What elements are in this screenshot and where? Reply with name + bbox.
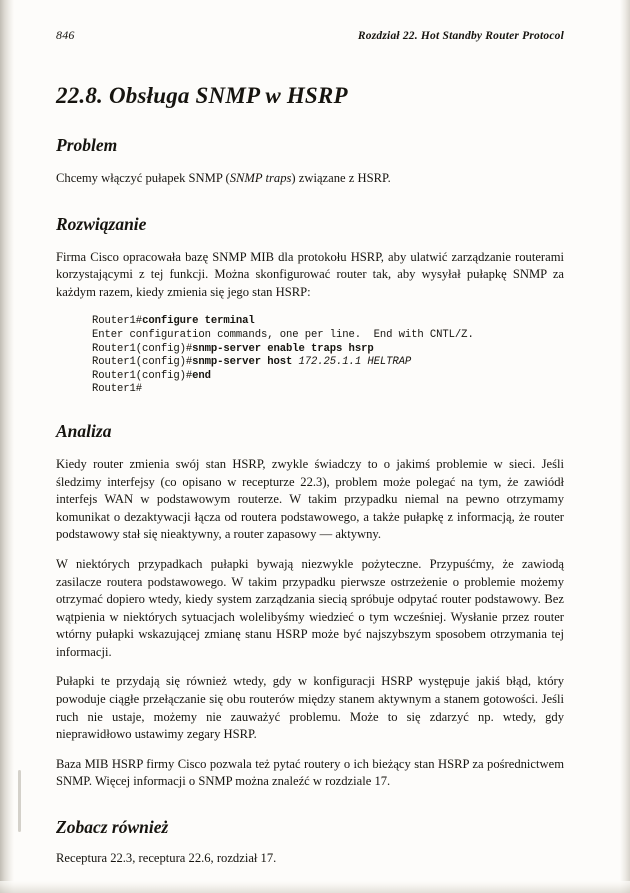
running-head: [56, 28, 564, 43]
code-line-3-prompt: Router1(config)#: [92, 342, 193, 355]
page-number: 846: [56, 28, 75, 42]
analysis-paragraph-3: Pułapki te przydają się również wtedy, gdy w konfiguracji HSRP występuje jakiś błąd, który powoduje ciągłe przełączanie się obu routerów między stanem aktywnym a stanem gotowości. Jeśli ruch nie ustaje, możemy nie zauważyć problemu. Może to się zdarzyć np. wtedy, gdy nieprawidłowo ustawimy zegary HSRP.: [56, 674, 564, 742]
code-line-1-command: configure terminal: [142, 315, 255, 328]
scan-artifact-mark: [18, 770, 21, 832]
code-line-4-prompt: Router1(config)#: [92, 356, 193, 369]
code-line-2-output: Enter configuration commands, one per line. End with CNTL/Z.: [92, 328, 474, 341]
problem-text-1: Chcemy włączyć pułapek SNMP (: [56, 171, 230, 185]
page-edge-shadow-left: [0, 0, 14, 893]
code-line-4-argument: 172.25.1.1 HELTRAP: [298, 356, 412, 369]
analysis-paragraph-2: W niektórych przypadkach pułapki bywają niezwykle pożyteczne. Przypuśćmy, że zawiodą zasilacze routera podstawowego. W takim przypadku pierwsze ostrzeżenie o problemie możemy otrzymać dopiero wtedy, kiedy system zarządzania siecią spróbuje odpytać router podstawowy. Bez wątpienia w niektórych sytuacjach wolelibyśmy wiedzieć o tym wcześniej. Wysłanie przez router wtórny pułapki wskazującej zmianę stanu HSRP może być najszybszym sposobem otrzymania tej informacji.: [56, 556, 564, 659]
page-edge-shadow-right: [620, 0, 630, 893]
heading-see-also: Zobacz również: [56, 817, 169, 838]
analysis-paragraph-4: Baza MIB HSRP firmy Cisco pozwala też pytać routery o ich bieżący stan HSRP za pośrednictwem SNMP. Więcej informacji o SNMP można znaleźć w rozdziale 17.: [56, 756, 564, 789]
heading-analysis: Analiza: [56, 420, 112, 441]
problem-text-italic: SNMP traps: [229, 171, 292, 185]
code-line-4-command: snmp-server host: [192, 356, 299, 369]
chapter-title: Rozdział 22. Hot Standby Router Protocol: [357, 30, 564, 42]
code-line-5-prompt: Router1(config)#: [92, 369, 193, 382]
problem-paragraph: [56, 170, 564, 188]
problem-text-2: ) związane z HSRP.: [291, 171, 391, 185]
heading-solution: Rozwiązanie: [56, 213, 147, 234]
code-line-1-prompt: Router1#: [92, 315, 143, 328]
code-line-6-prompt: Router1#: [92, 383, 143, 396]
heading-problem: Problem: [56, 135, 118, 155]
code-line-5-command: end: [192, 369, 211, 382]
page-content: [56, 28, 564, 868]
code-line-3-command: snmp-server enable traps hsrp: [192, 342, 374, 355]
analysis-paragraph-1: Kiedy router zmienia swój stan HSRP, zwykle świadczy to o jakimś problemie w sieci. Jeśli śledzimy interfejsy (co opisano w recepturze 22.3), problem może polegać na tym, że zawiódł interfejs WAN w podstawowym routerze. W takim przypadku niemal na pewno otrzymamy komunikat o dezaktywacji łącza od routera podstawowego, a także pułapkę z informacją, że router podstawowy stał się nieaktywny, a router zapasowy — aktywny.: [56, 456, 564, 542]
page-edge-shadow-bottom: [0, 881, 630, 893]
section-title: 22.8. Obsługa SNMP w HSRP: [56, 83, 348, 108]
code-block: [92, 315, 564, 397]
solution-paragraph: Firma Cisco opracowała bazę SNMP MIB dla protokołu HSRP, aby ulatwić zarządzanie routerami korzystającymi z tej funkcji. Można skonfigurować router tak, aby wysyłał pułapkę SNMP za każdym razem, kiedy zmienia się jego stan HSRP:: [56, 249, 564, 299]
see-also-paragraph: Receptura 22.3, receptura 22.6, rozdział 17.: [56, 851, 277, 866]
